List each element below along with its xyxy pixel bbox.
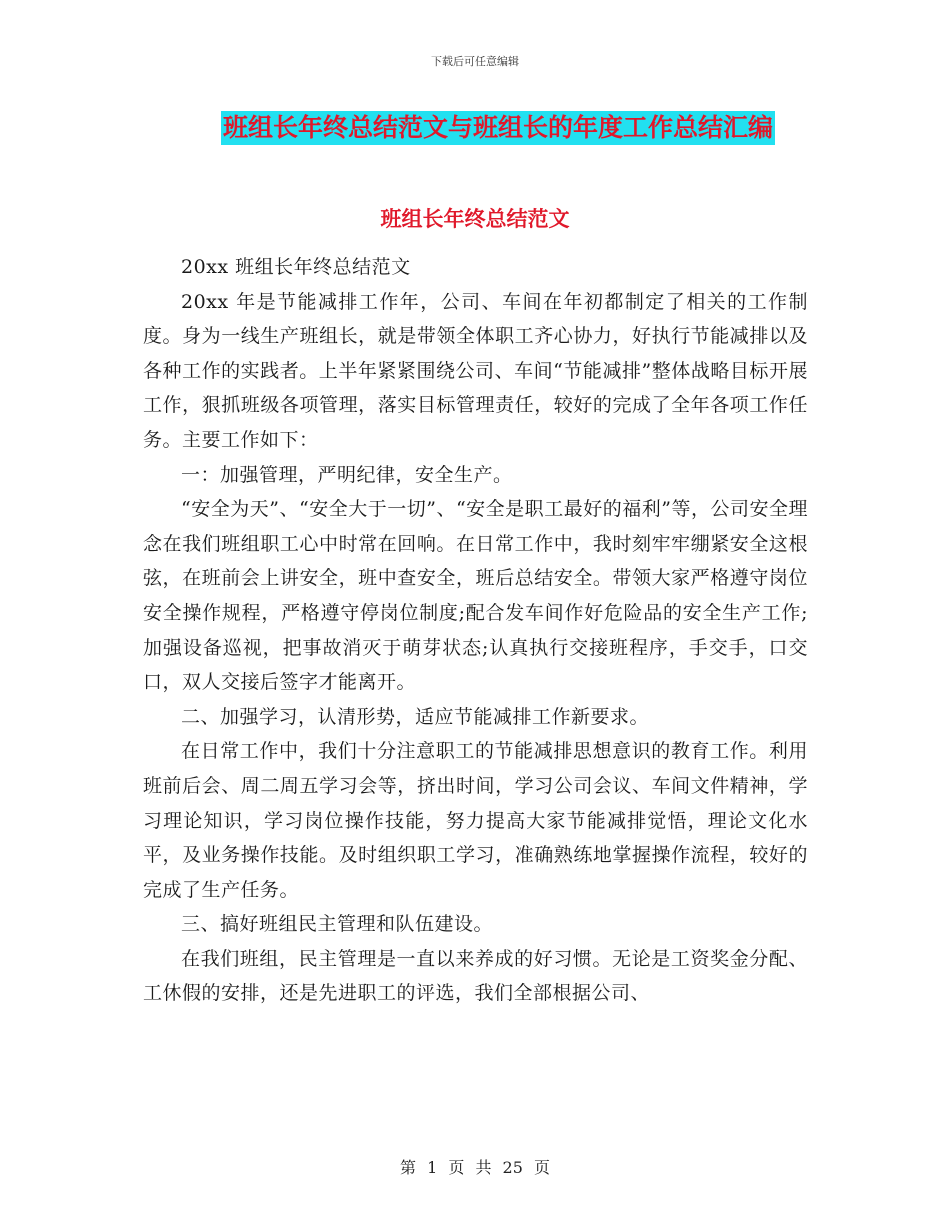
paragraph: “安全为天”、“安全大于一切”、“安全是职工最好的福利”等，公司安全理念在我们班组职工心中时常在回响。在日常工作中，我时刻牢牢绷紧安全这根弦，在班前会上讲安全，班中查安全，班后总结安全。带领大家严格遵守岗位安全操作规程，严格遵守停岗位制度;配合发车间作好危险品的安全生产工作;加强设备巡视，把事故消灭于萌芽状态;认真执行交接班程序，手交手，口交口，双人交接后签字才能离开。 <box>143 498 808 694</box>
document-body <box>143 250 808 1011</box>
paragraph: 三、搞好班组民主管理和队伍建设。 <box>181 913 494 936</box>
header-note: 下载后可任意编辑 <box>431 55 519 68</box>
page-number-footer: 第 1 页 共 25 页 <box>400 1158 550 1177</box>
section-title: 班组长年终总结范文 <box>380 207 570 231</box>
paragraph: 20xx 班组长年终总结范文 <box>181 256 411 278</box>
paragraph: 二、加强学习，认清形势，适应节能减排工作新要求。 <box>181 705 650 728</box>
paragraph: 一：加强管理，严明纪律，安全生产。 <box>181 463 513 486</box>
document-title: 班组长年终总结范文与班组长的年度工作总结汇编 <box>221 111 775 145</box>
paragraph: 在我们班组，民主管理是一直以来养成的好习惯。无论是工资奖金分配、工休假的安排，还是先进职工的评选，我们全部根据公司、 <box>143 947 808 1005</box>
paragraph: 在日常工作中，我们十分注意职工的节能减排思想意识的教育工作。利用班前后会、周二周五学习会等，挤出时间，学习公司会议、车间文件精神，学习理论知识，学习岗位操作技能，努力提高大家节能减排觉悟，理论文化水平，及业务操作技能。及时组织职工学习，准确熟练地掌握操作流程，较好的完成了生产任务。 <box>143 740 808 901</box>
document-title-wrap <box>0 111 950 145</box>
paragraph: 20xx 年是节能减排工作年，公司、车间在年初都制定了相关的工作制度。身为一线生产班组长，就是带领全体职工齐心协力，好执行节能减排以及各种工作的实践者。上半年紧紧围绕公司、车间“节能减排”整体战略目标开展工作，狠抓班级各项管理，落实目标管理责任，较好的完成了全年各项工作任务。主要工作如下： <box>143 290 808 451</box>
